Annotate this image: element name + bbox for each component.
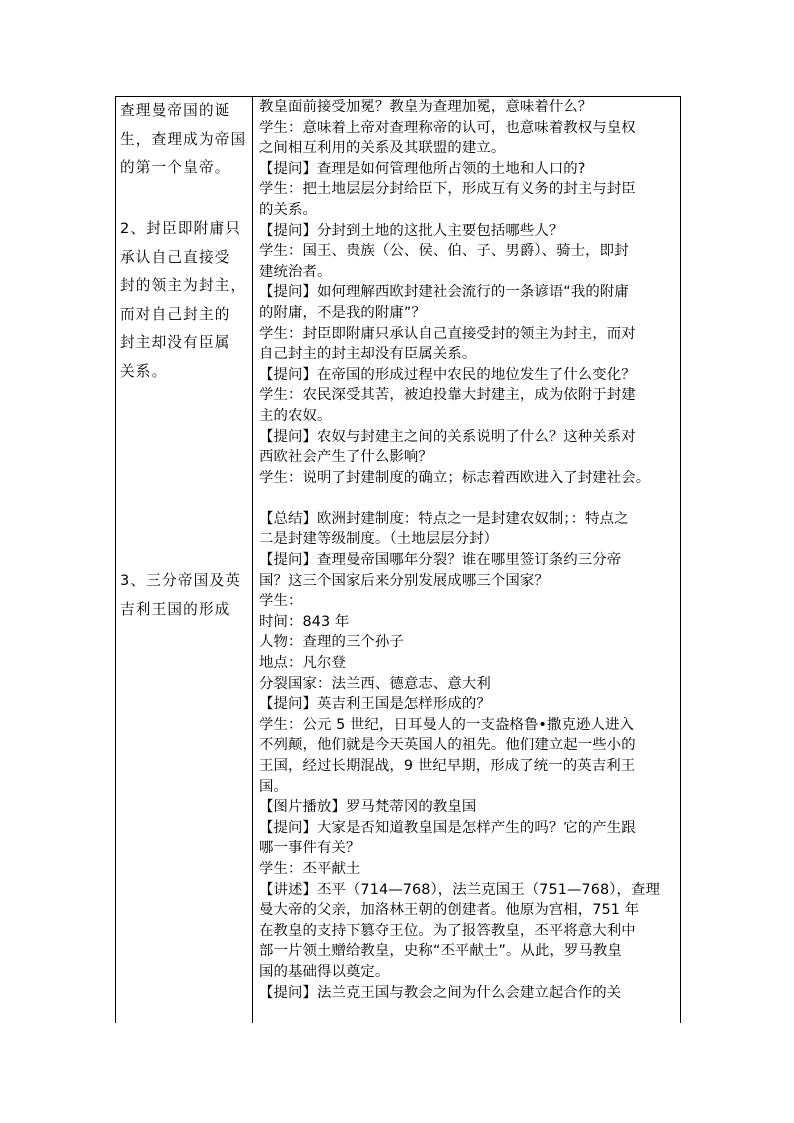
right-text-line: 不列颠，他们就是今天英国人的祖先。他们建立起一些小的 xyxy=(259,737,636,754)
left-text-line: 3、三分帝国及英 xyxy=(120,572,242,589)
right-text-line: 学生：说明了封建制度的确立；标志着西欧进入了封建社会。 xyxy=(259,469,651,486)
right-text-line: 【提问】查理是如何管理他所占领的土地和人口的? xyxy=(259,160,586,177)
right-text-line: 时间：843 年 xyxy=(259,613,350,630)
right-text-line: 学生：公元 5 世纪，日耳曼人的一支盎格鲁•撒克逊人进入 xyxy=(259,716,634,733)
right-text-line: 学生：意味着上帝对查理称帝的认可，也意味着教权与皇权 xyxy=(259,119,636,136)
left-text-line: 而对自己封主的 xyxy=(120,305,231,323)
left-text-line: 关系。 xyxy=(120,362,168,380)
left-text-line: 生，查理成为帝国 xyxy=(120,130,247,148)
right-text-line: 【提问】查理曼帝国哪年分裂？谁在哪里签订条约三分帝 xyxy=(259,552,622,569)
left-text-line: 查理曼帝国的诞 xyxy=(120,102,231,119)
right-text-line: 教皇面前接受加冕？教皇为查理加冕，意味着什么？ xyxy=(259,99,593,115)
right-text-line: 之间相互利用的关系及其联盟的建立。 xyxy=(259,140,506,157)
right-text-line: 国。 xyxy=(259,778,288,795)
right-text-line: 学生：国王、贵族（公、侯、伯、子、男爵）、骑士，即封 xyxy=(259,243,629,260)
right-text-line: 地点：凡尔登 xyxy=(259,655,346,672)
right-text-line: 学生： xyxy=(259,593,303,610)
right-text-line: 【提问】在帝国的形成过程中农民的地位发生了什么变化？ xyxy=(259,366,636,383)
right-text-line: 分裂国家：法兰西、德意志、意大利 xyxy=(259,675,491,692)
right-text-line: 学生：农民深受其苦，被迫投靠大封建主，成为依附于封建 xyxy=(259,387,636,404)
left-text-line: 2、封臣即附庸只 xyxy=(120,220,242,237)
right-text-line: 【提问】如何理解西欧封建社会流行的一条谚语“我的附庸 xyxy=(259,284,629,301)
right-column xyxy=(259,97,679,1003)
right-text-line: 哪一事件有关？ xyxy=(259,840,361,857)
left-text-line: 封的领主为封主， xyxy=(120,277,247,295)
right-text-line: 人物：查理的三个孙子 xyxy=(259,634,404,651)
right-text-line xyxy=(259,488,679,509)
right-text-line: 【提问】农奴与封建主之间的关系说明了什么？这种关系对 xyxy=(259,428,636,445)
right-text-line: 【总结】欧洲封建制度：特点之一是封建农奴制；：特点之 xyxy=(259,510,629,527)
right-text-line: 【讲述】丕平（714—768），法兰克国王（751—768），查理 xyxy=(259,881,660,898)
right-text-line: 的关系。 xyxy=(259,201,317,218)
left-text-line: 吉利王国的形成 xyxy=(120,600,231,618)
right-text-line: 【提问】法兰克王国与教会之间为什么会建立起合作的关 xyxy=(259,984,622,1001)
left-text-line: 承认自己直接受 xyxy=(120,248,231,266)
right-text-line: 【提问】英吉利王国是怎样形成的？ xyxy=(259,696,491,713)
left-text-line: 封主却没有臣属 xyxy=(120,334,231,352)
right-text-line: 主的农奴。 xyxy=(259,407,332,424)
right-text-line: 在教皇的支持下篡夺王位。为了报答教皇，丕平将意大利中 xyxy=(259,922,636,939)
left-text-line: 的第一个皇帝。 xyxy=(120,159,231,177)
right-text-line: 建统治者。 xyxy=(259,263,332,280)
right-text-line: 自己封主的封主却没有臣属关系。 xyxy=(259,346,477,363)
right-text-line: 西欧社会产生了什么影响？ xyxy=(259,449,433,466)
right-text-line: 王国，经过长期混战，9 世纪早期，形成了统一的英吉利王 xyxy=(259,758,636,774)
left-block-2 xyxy=(120,215,250,387)
left-block-3 xyxy=(120,567,250,624)
right-text-line: 二是封建等级制度。（土地层层分封） xyxy=(259,531,499,548)
right-text-line: 学生：丕平献土 xyxy=(259,860,361,877)
left-block-1 xyxy=(120,97,250,183)
column-divider xyxy=(252,97,253,1023)
right-text-line: 【图片播放】罗马梵蒂冈的教皇国 xyxy=(259,799,477,816)
right-text-line: 【提问】大家是否知道教皇国是怎样产生的吗？它的产生跟 xyxy=(259,819,636,836)
right-text-line: 国的基础得以奠定。 xyxy=(259,963,390,980)
right-text-line: 国？这三个国家后来分别发展成哪三个国家？ xyxy=(259,572,549,589)
right-text-line: 学生：把土地层层分封给臣下，形成互有义务的封主与封臣 xyxy=(259,181,636,198)
right-text-line: 【提问】分封到土地的这批人主要包括哪些人？ xyxy=(259,222,564,239)
lesson-table xyxy=(115,96,681,1023)
right-text-line: 学生：封臣即附庸只承认自己直接受封的领主为封主，而对 xyxy=(259,325,636,342)
right-text-line: 部一片领土赠给教皇，史称“丕平献土”。从此，罗马教皇 xyxy=(259,943,622,960)
right-text-line: 的附庸，不是我的附庸”？ xyxy=(259,304,426,321)
right-text-line: 曼大帝的父亲，加洛林王朝的创建者。他原为宫相，751 年 xyxy=(259,902,640,919)
